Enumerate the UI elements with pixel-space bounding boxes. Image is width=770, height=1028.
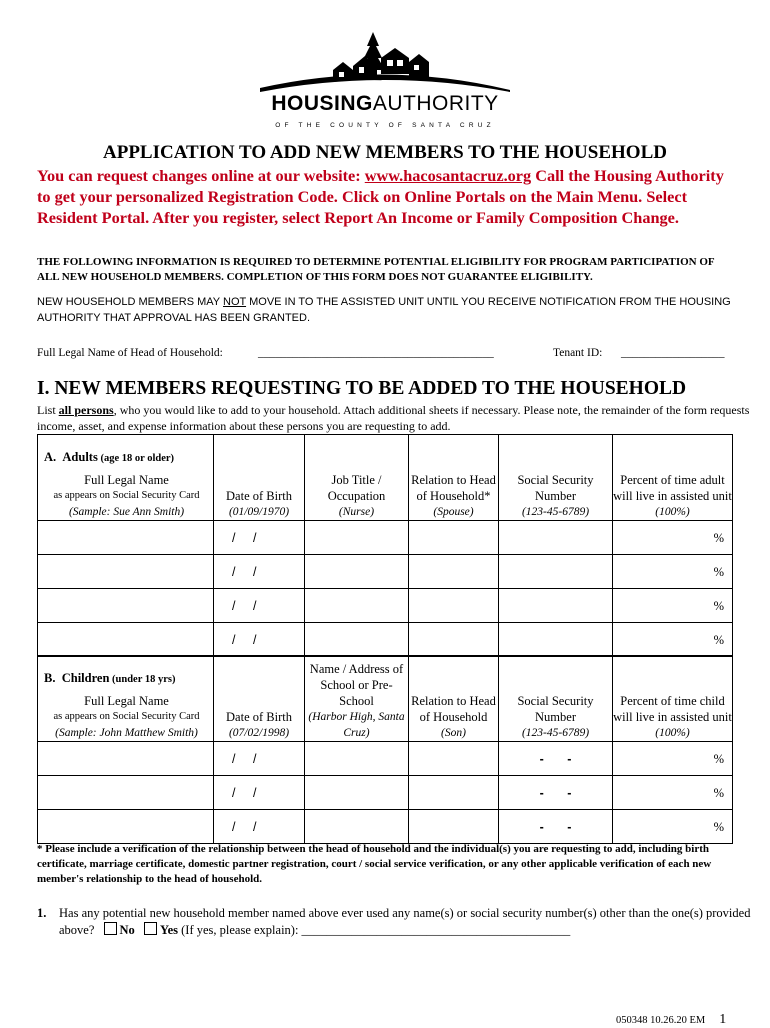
adult-name-cell[interactable] xyxy=(38,555,214,589)
tenant-id-label: Tenant ID: xyxy=(553,347,603,359)
child-school-cell[interactable] xyxy=(305,810,409,844)
children-ssn-header: Social Security Number (123-45-6789) xyxy=(499,656,613,742)
houses-skyline-icon xyxy=(255,30,515,94)
adult-job-cell[interactable] xyxy=(305,555,409,589)
no-label: No xyxy=(119,923,135,937)
explain-field[interactable]: (If yes, please explain): ___________________________________________ xyxy=(181,923,571,937)
section-1-intro: List all persons, who you would like to add to your household. Attach additional sheets if necessary. Please note, the remainder of the form requests income, asset, and expense information about these persons you are requesting to add. xyxy=(37,403,750,433)
child-school-cell[interactable] xyxy=(305,742,409,776)
adult-name-cell[interactable] xyxy=(38,589,214,623)
children-row xyxy=(38,742,733,776)
question-1-text: Has any potential new household member named above ever used any name(s) or social security number(s) other than the one(s) provided above? xyxy=(59,906,751,937)
adult-percent-cell[interactable]: % xyxy=(613,623,733,657)
adults-row xyxy=(38,623,733,657)
adults-row xyxy=(38,521,733,555)
section-1-title: I. NEW MEMBERS REQUESTING TO BE ADDED TO THE HOUSEHOLD xyxy=(37,378,687,399)
adult-job-cell[interactable] xyxy=(305,521,409,555)
child-dob-cell[interactable]: / / xyxy=(214,776,305,810)
adult-name-cell[interactable] xyxy=(38,521,214,555)
yes-checkbox[interactable] xyxy=(144,922,157,935)
question-1-number: 1. xyxy=(37,906,47,920)
yes-label: Yes xyxy=(159,923,178,937)
eligibility-requirement: THE FOLLOWING INFORMATION IS REQUIRED TO DETERMINE POTENTIAL ELIGIBILITY FOR PROGRAM PARTICIPATION OF ALL NEW HOUSEHOLD MEMBERS. COMPLETION OF THIS FORM DOES NOT GUARANTEE ELIGIBILITY. xyxy=(37,256,715,283)
adults-row xyxy=(38,589,733,623)
child-ssn-cell[interactable]: - - xyxy=(499,810,613,844)
adult-job-cell[interactable] xyxy=(305,623,409,657)
adult-job-cell[interactable] xyxy=(305,589,409,623)
head-name-field[interactable]: _________________________________________ xyxy=(258,347,494,359)
logo-wordmark: HOUSINGAUTHORITY xyxy=(271,92,499,115)
form-code: 050348 10.26.20 EM xyxy=(616,1015,706,1026)
website-link[interactable]: www.hacosantacruz.org xyxy=(364,166,532,185)
adult-relation-cell[interactable] xyxy=(409,555,499,589)
form-title: APPLICATION TO ADD NEW MEMBERS TO THE HOUSEHOLD xyxy=(103,142,667,163)
child-ssn-cell[interactable]: - - xyxy=(499,776,613,810)
adult-dob-cell[interactable]: / / xyxy=(214,623,305,657)
child-relation-cell[interactable] xyxy=(409,742,499,776)
children-school-header: Name / Address of School or Pre-School (Harbor High, Santa Cruz) xyxy=(305,656,409,742)
tenant-id-field[interactable]: __________________ xyxy=(621,347,725,359)
children-row xyxy=(38,776,733,810)
page-number: 1 xyxy=(719,1012,727,1027)
adult-ssn-cell[interactable] xyxy=(499,555,613,589)
child-name-cell[interactable] xyxy=(38,776,214,810)
adult-percent-cell[interactable]: % xyxy=(613,589,733,623)
adult-dob-cell[interactable]: / / xyxy=(214,589,305,623)
children-row xyxy=(38,810,733,844)
logo-tagline: OF THE COUNTY OF SANTA CRUZ xyxy=(275,122,495,129)
adult-dob-cell[interactable]: / / xyxy=(214,521,305,555)
children-relation-header: Relation to Head of Household (Son) xyxy=(409,656,499,742)
online-instructions: You can request changes online at our website: www.hacosantacruz.org Call the Housing Authority to get your personalized Registration Code. Click on Online Portals on the Main Menu. Select Resident Portal. After you register, select Report An Income or Family Composition Change. xyxy=(37,166,724,227)
move-in-notice: NEW HOUSEHOLD MEMBERS MAY NOT MOVE IN TO THE ASSISTED UNIT UNTIL YOU RECEIVE NOTIFICATION FROM THE HOUSING AUTHORITY THAT APPROVAL HAS BEEN GRANTED. xyxy=(37,296,731,324)
adult-relation-cell[interactable] xyxy=(409,521,499,555)
adult-relation-cell[interactable] xyxy=(409,589,499,623)
child-school-cell[interactable] xyxy=(305,776,409,810)
child-name-cell[interactable] xyxy=(38,742,214,776)
children-percent-header: Percent of time child will live in assisted unit (100%) xyxy=(613,656,733,742)
adults-header-row xyxy=(38,435,733,521)
adult-name-cell[interactable] xyxy=(38,623,214,657)
adult-percent-cell[interactable]: % xyxy=(613,521,733,555)
children-header-row xyxy=(38,656,733,742)
relationship-footnote: * Please include a verification of the relationship between the head of household and the individual(s) you are requesting to add, including birth certificate, marriage certificate, domestic partner registration, court / social service verification, or any other applicable verification of each new member's relationship to the head of household. xyxy=(37,843,712,885)
child-percent-cell[interactable]: % xyxy=(613,810,733,844)
adult-percent-cell[interactable]: % xyxy=(613,555,733,589)
adults-row xyxy=(38,555,733,589)
page-footer xyxy=(616,1012,726,1028)
children-name-header: B. Children (under 18 yrs) Full Legal Name as appears on Social Security Card (Sample: John Matthew Smith) xyxy=(38,656,214,742)
child-ssn-cell[interactable]: - - xyxy=(499,742,613,776)
no-checkbox[interactable] xyxy=(104,922,117,935)
child-percent-cell[interactable]: % xyxy=(613,776,733,810)
children-dob-header: Date of Birth (07/02/1998) xyxy=(214,656,305,742)
child-dob-cell[interactable]: / / xyxy=(214,810,305,844)
child-name-cell[interactable] xyxy=(38,810,214,844)
child-percent-cell[interactable]: % xyxy=(613,742,733,776)
child-dob-cell[interactable]: / / xyxy=(214,742,305,776)
adults-name-header: A. Adults (age 18 or older) Full Legal Name as appears on Social Security Card (Sample: Sue Ann Smith) xyxy=(38,435,214,521)
adult-dob-cell[interactable]: / / xyxy=(214,555,305,589)
adult-relation-cell[interactable] xyxy=(409,623,499,657)
adult-ssn-cell[interactable] xyxy=(499,623,613,657)
question-1 xyxy=(37,905,757,939)
adults-job-header: Job Title / Occupation (Nurse) xyxy=(305,435,409,521)
child-relation-cell[interactable] xyxy=(409,810,499,844)
adults-relation-header: Relation to Head of Household* (Spouse) xyxy=(409,435,499,521)
child-relation-cell[interactable] xyxy=(409,776,499,810)
adults-dob-header: Date of Birth (01/09/1970) xyxy=(214,435,305,521)
head-name-label: Full Legal Name of Head of Household: xyxy=(37,347,223,359)
housing-authority-logo xyxy=(255,30,515,138)
adults-ssn-header: Social Security Number (123-45-6789) xyxy=(499,435,613,521)
adults-table xyxy=(37,434,733,657)
children-table xyxy=(37,655,733,844)
adult-ssn-cell[interactable] xyxy=(499,521,613,555)
adult-ssn-cell[interactable] xyxy=(499,589,613,623)
adults-percent-header: Percent of time adult will live in assisted unit (100%) xyxy=(613,435,733,521)
